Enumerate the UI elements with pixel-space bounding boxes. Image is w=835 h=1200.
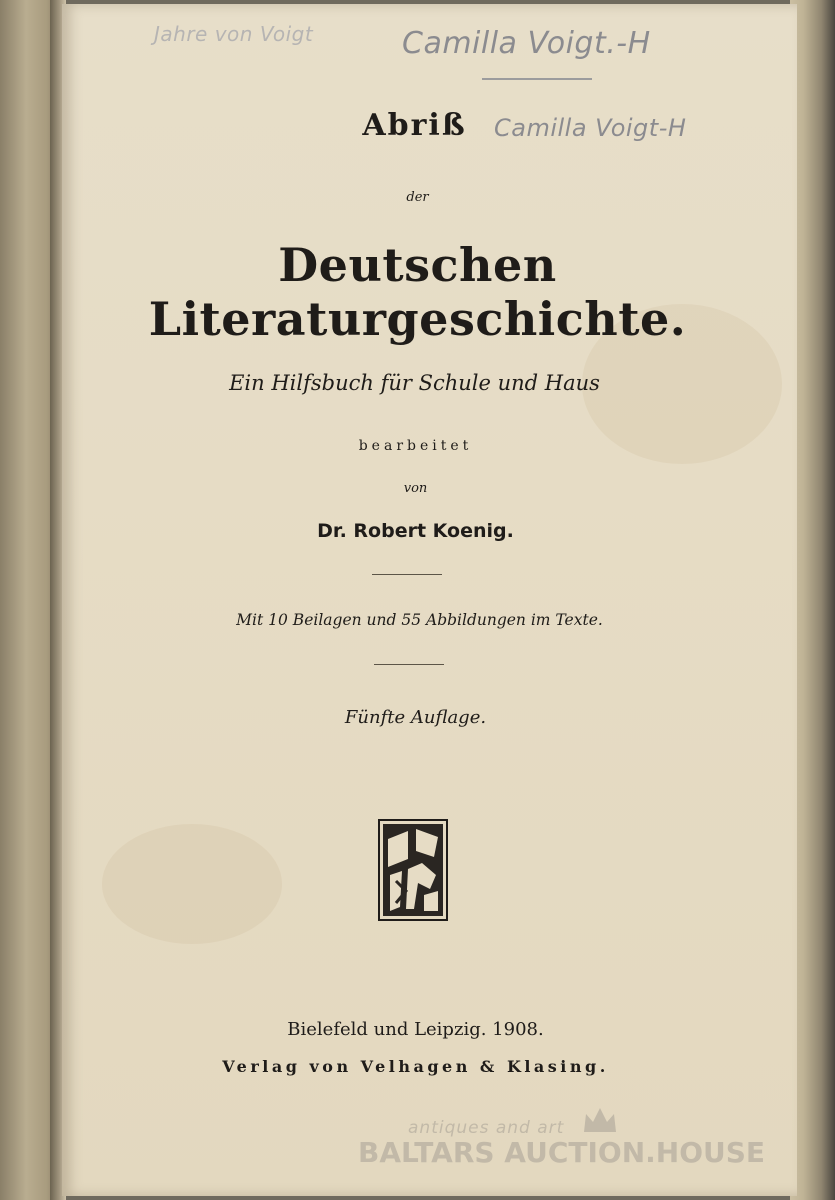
von-label: von [403, 481, 428, 496]
publisher-name: Verlag von Velhagen & Klasing. [222, 1057, 609, 1076]
title-abriss: Abriß [362, 108, 467, 143]
handwritten-note-faint: Jahre von Voigt [154, 22, 314, 46]
bearbeitet-label: bearbeitet [358, 438, 473, 454]
divider [374, 664, 444, 665]
handwritten-underline [482, 78, 592, 80]
edition-line: Fünfte Auflage. [344, 707, 487, 728]
title-der: der [406, 190, 429, 205]
beilagen-line: Mit 10 Beilagen und 55 Abbildungen im Texte. [236, 611, 603, 629]
watermark-brand: BALTARS AUCTION.HOUSE [358, 1136, 766, 1169]
main-title: Deutschen Literaturgeschichte. [148, 238, 687, 346]
crown-icon [582, 1106, 618, 1134]
title-page [62, 4, 797, 1196]
handwritten-signature: Camilla Voigt.-H [402, 26, 651, 61]
watermark-tagline: antiques and art [408, 1118, 565, 1138]
publisher-place-year: Bielefeld und Leipzig. 1908. [287, 1019, 544, 1040]
publisher-emblem-icon [378, 819, 448, 921]
author-name: Dr. Robert Koenig. [317, 520, 514, 542]
divider [372, 574, 442, 575]
subtitle: Ein Hilfsbuch für Schule und Haus [229, 371, 600, 395]
paper-stain [102, 824, 282, 944]
handwritten-signature-second: Camilla Voigt-H [494, 114, 687, 142]
